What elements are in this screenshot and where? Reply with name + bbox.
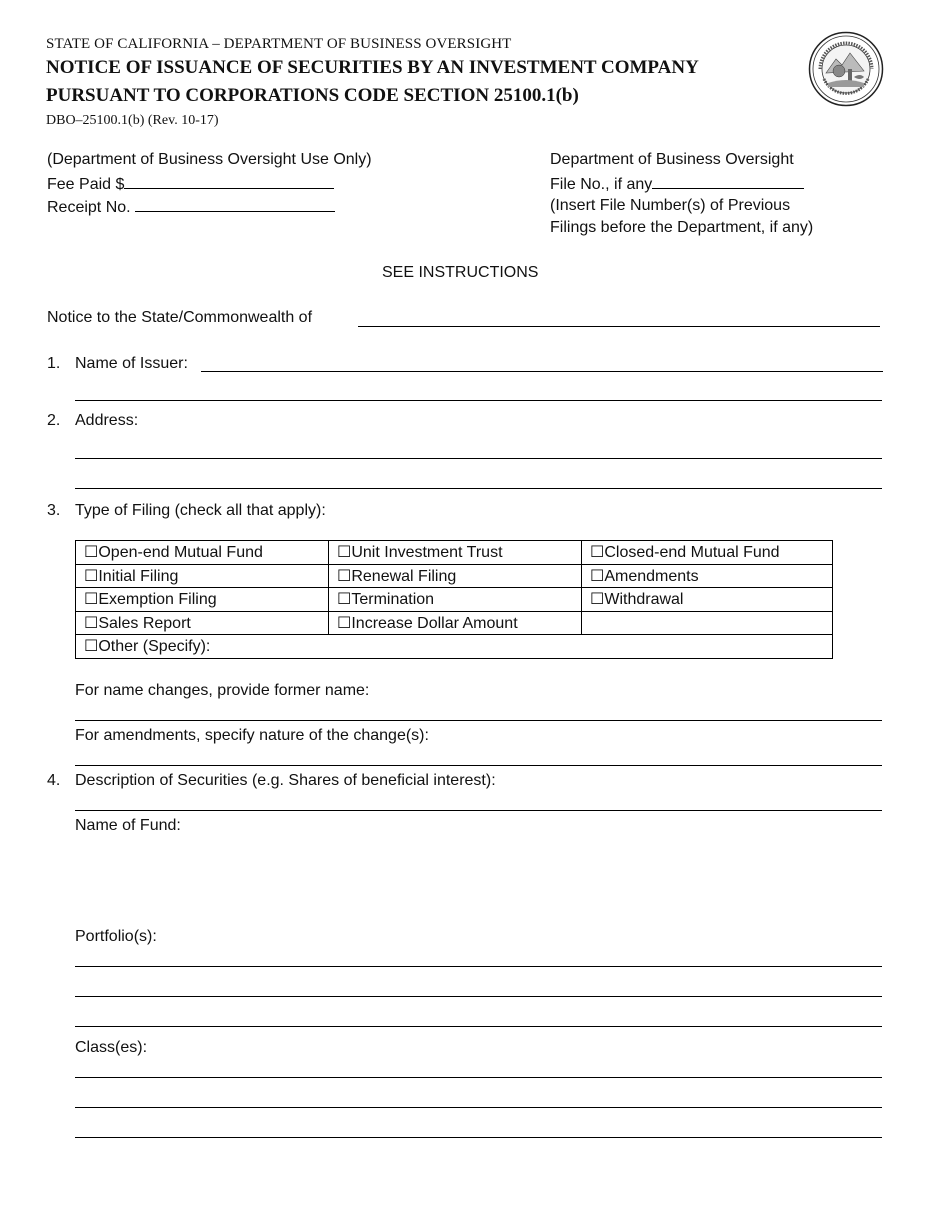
item1-number: 1.	[47, 355, 61, 372]
checkbox-unit-investment-trust[interactable]	[329, 541, 582, 565]
amendments-label: For amendments, specify nature of the change(s):	[75, 727, 429, 744]
checkbox-sales-report[interactable]	[76, 611, 329, 635]
see-instructions: SEE INSTRUCTIONS	[382, 264, 539, 281]
item2-number: 2.	[47, 412, 61, 429]
checkbox-increase-dollar-amount[interactable]	[329, 611, 582, 635]
table-row	[76, 588, 833, 612]
checkbox-label: Amendments	[604, 567, 699, 585]
checkbox-open-end-mutual-fund[interactable]	[76, 541, 329, 565]
table-row	[76, 541, 833, 565]
checkbox-termination[interactable]	[329, 588, 582, 612]
empty-cell	[582, 611, 833, 635]
checkbox-label: Sales Report	[98, 614, 191, 632]
checkbox-renewal-filing[interactable]	[329, 564, 582, 588]
portfolios-field-line2[interactable]	[75, 996, 882, 997]
checkbox-icon[interactable]: ☐	[84, 544, 99, 562]
checkbox-label: Other (Specify):	[98, 638, 211, 656]
portfolios-label: Portfolio(s):	[75, 928, 157, 945]
item3-label: Type of Filing (check all that apply):	[75, 502, 326, 519]
file-no-note-2: Filings before the Department, if any)	[550, 219, 814, 236]
checkbox-exemption-filing[interactable]	[76, 588, 329, 612]
classes-field-line2[interactable]	[75, 1107, 882, 1108]
checkbox-icon[interactable]: ☐	[337, 567, 352, 585]
checkbox-closed-end-mutual-fund[interactable]	[582, 541, 833, 565]
checkbox-label: Initial Filing	[98, 567, 179, 585]
checkbox-icon[interactable]: ☐	[84, 638, 99, 656]
securities-description-field[interactable]	[75, 810, 882, 811]
former-name-label: For name changes, provide former name:	[75, 682, 370, 699]
item2-label: Address:	[75, 412, 139, 429]
office-use-heading: (Department of Business Oversight Use Only)	[47, 151, 372, 168]
issuer-name-field-line2[interactable]	[75, 400, 882, 401]
receipt-field[interactable]	[135, 197, 335, 212]
item3-number: 3.	[47, 502, 61, 519]
file-no-label: File No., if any	[550, 176, 653, 193]
checkbox-withdrawal[interactable]	[582, 588, 833, 612]
file-no-row	[550, 174, 804, 194]
checkbox-label: Renewal Filing	[351, 567, 457, 585]
checkbox-label: Closed-end Mutual Fund	[604, 544, 780, 562]
file-no-note-1: (Insert File Number(s) of Previous	[550, 197, 791, 214]
table-row	[76, 635, 833, 659]
checkbox-icon[interactable]: ☐	[590, 567, 605, 585]
checkbox-initial-filing[interactable]	[76, 564, 329, 588]
file-no-field[interactable]	[652, 174, 804, 189]
amendments-field[interactable]	[75, 765, 882, 766]
filing-type-table	[75, 540, 833, 659]
fee-paid-row	[47, 174, 334, 194]
table-row	[76, 564, 833, 588]
checkbox-label: Withdrawal	[604, 591, 684, 609]
checkbox-label: Exemption Filing	[98, 591, 217, 609]
classes-field-line1[interactable]	[75, 1077, 882, 1078]
fee-paid-field[interactable]	[124, 174, 334, 189]
checkbox-icon[interactable]: ☐	[84, 567, 99, 585]
checkbox-amendments[interactable]	[582, 564, 833, 588]
classes-field-line3[interactable]	[75, 1137, 882, 1138]
address-field-line1[interactable]	[75, 458, 882, 459]
form-number: DBO–25100.1(b) (Rev. 10-17)	[46, 113, 219, 128]
checkbox-label: Unit Investment Trust	[351, 544, 503, 562]
checkbox-icon[interactable]: ☐	[337, 544, 352, 562]
former-name-field[interactable]	[75, 720, 882, 721]
checkbox-other-specify[interactable]	[76, 635, 833, 659]
checkbox-icon[interactable]: ☐	[337, 614, 352, 632]
address-field-line2[interactable]	[75, 488, 882, 489]
receipt-row	[47, 197, 335, 217]
portfolios-field-line3[interactable]	[75, 1026, 882, 1027]
receipt-label: Receipt No.	[47, 199, 131, 216]
checkbox-icon[interactable]: ☐	[84, 591, 99, 609]
table-row	[76, 611, 833, 635]
portfolios-field-line1[interactable]	[75, 966, 882, 967]
item1-label: Name of Issuer:	[75, 355, 188, 372]
notice-to-field[interactable]	[358, 326, 880, 327]
item4-label: Description of Securities (e.g. Shares of beneficial interest):	[75, 772, 496, 789]
issuer-name-field[interactable]	[201, 371, 883, 372]
checkbox-icon[interactable]: ☐	[590, 544, 605, 562]
fund-name-label: Name of Fund:	[75, 817, 181, 834]
form-title-line2: PURSUANT TO CORPORATIONS CODE SECTION 25100.1(b)	[46, 85, 579, 106]
agency-name: STATE OF CALIFORNIA – DEPARTMENT OF BUSINESS OVERSIGHT	[46, 36, 512, 52]
classes-label: Class(es):	[75, 1039, 148, 1056]
checkbox-icon[interactable]: ☐	[84, 614, 99, 632]
notice-to-label: Notice to the State/Commonwealth of	[47, 309, 313, 326]
file-info-department: Department of Business Oversight	[550, 151, 794, 168]
california-state-seal-icon	[808, 31, 884, 107]
form-title-line1: NOTICE OF ISSUANCE OF SECURITIES BY AN INVESTMENT COMPANY	[46, 57, 699, 78]
checkbox-icon[interactable]: ☐	[590, 591, 605, 609]
item4-number: 4.	[47, 772, 61, 789]
checkbox-label: Increase Dollar Amount	[351, 614, 518, 632]
checkbox-label: Termination	[351, 591, 435, 609]
checkbox-label: Open-end Mutual Fund	[98, 544, 263, 562]
fee-paid-label: Fee Paid $	[47, 176, 125, 193]
checkbox-icon[interactable]: ☐	[337, 591, 352, 609]
